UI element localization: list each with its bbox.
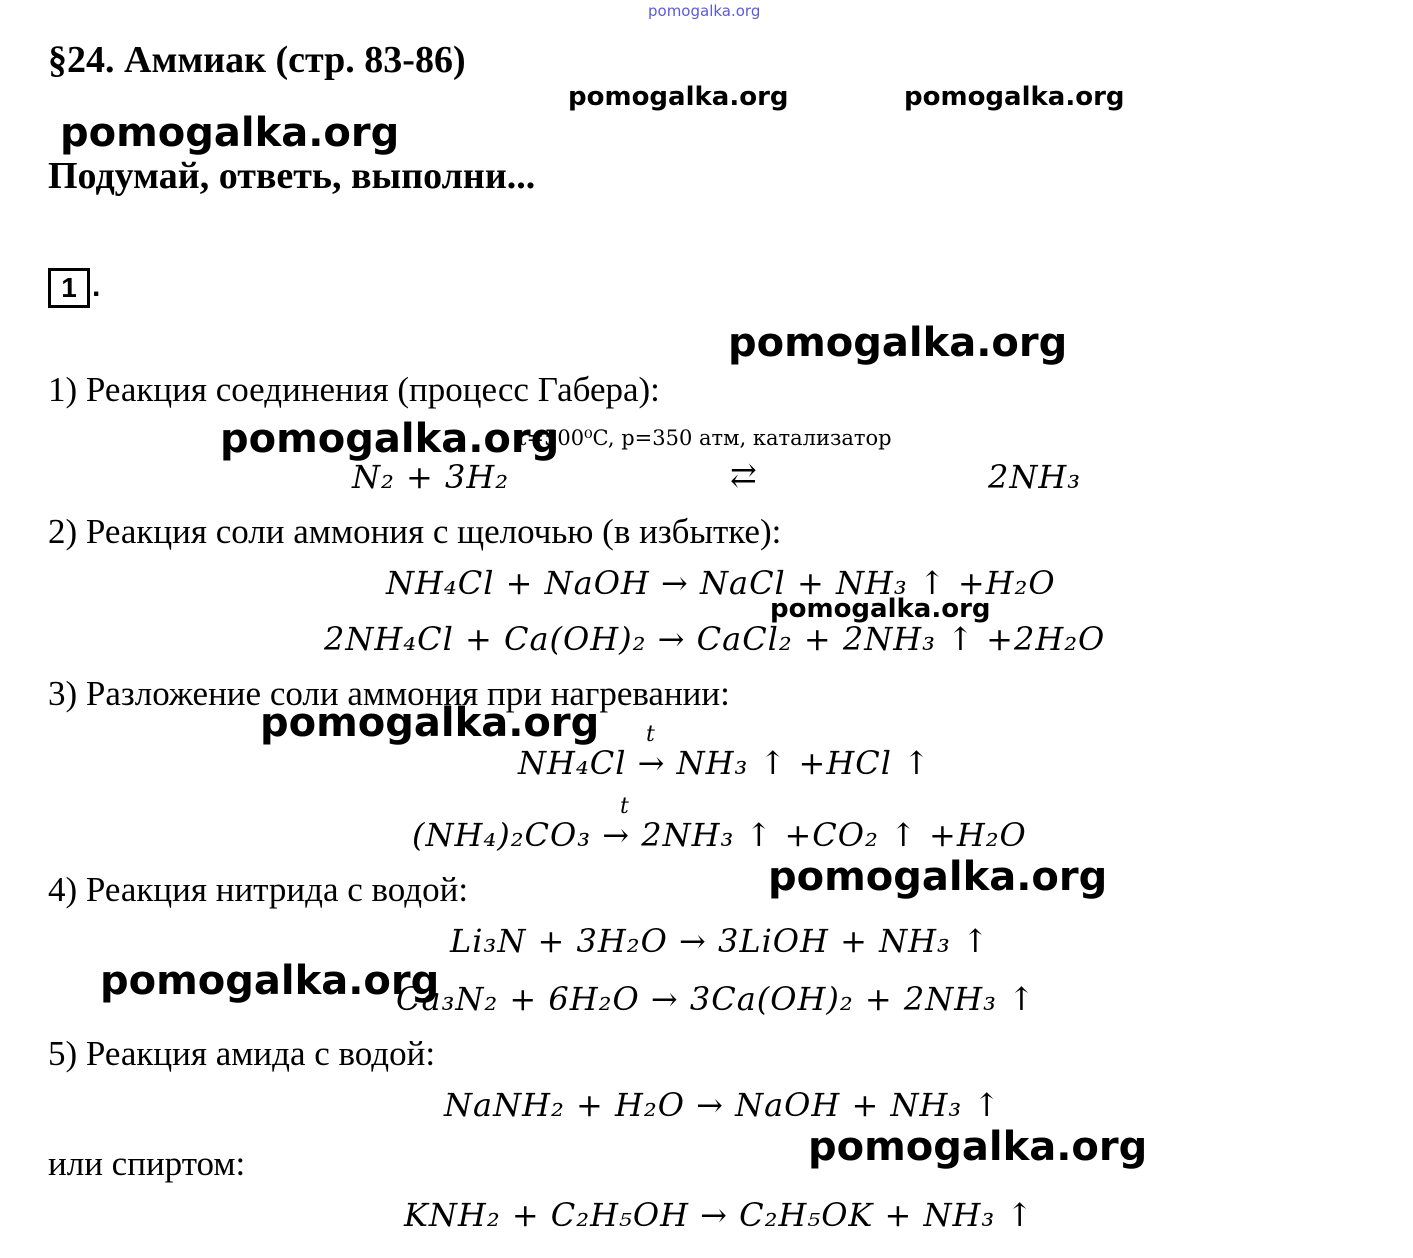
watermark: pomogalka.org <box>770 594 991 624</box>
equation-3b: (NH₄)₂CO₃ → 2NH₃ ↑ +CO₂ ↑ +H₂O <box>412 816 1027 854</box>
haber-arrow: ⇄ <box>730 456 758 494</box>
item-5-text: 5) Реакция амида с водой: <box>48 1034 436 1073</box>
equation-5a: NaNH₂ + H₂O → NaOH + NH₃ ↑ <box>444 1086 1002 1124</box>
equation-4b: Ca₃N₂ + 6H₂O → 3Ca(OH)₂ + 2NH₃ ↑ <box>396 980 1036 1018</box>
task-number-box <box>48 268 90 308</box>
watermark: pomogalka.org <box>568 82 789 112</box>
watermark: pomogalka.org <box>728 320 1068 366</box>
watermark: pomogalka.org <box>808 1124 1148 1170</box>
section-subtitle: Подумай, ответь, выполни... <box>48 155 536 197</box>
task-number: 1 <box>61 272 77 303</box>
equation-2b: 2NH₄Cl + Ca(OH)₂ → CaCl₂ + 2NH₃ ↑ +2H₂O <box>324 620 1106 658</box>
haber-left: N₂ + 3H₂ <box>352 458 510 496</box>
equation-3a: NH₄Cl → NH₃ ↑ +HCl ↑ <box>518 744 931 782</box>
heating-label: t <box>646 722 655 747</box>
equation-4a: Li₃N + 3H₂O → 3LiOH + NH₃ ↑ <box>450 922 990 960</box>
item-3-text: 3) Разложение соли аммония при нагревании: <box>48 674 730 713</box>
watermark: pomogalka.org <box>904 82 1125 112</box>
equation-5b: KNH₂ + C₂H₅OH → C₂H₅OK + NH₃ ↑ <box>404 1196 1035 1234</box>
haber-right: 2NH₃ <box>988 458 1082 496</box>
watermark: pomogalka.org <box>260 700 600 746</box>
watermark: pomogalka.org <box>768 854 1108 900</box>
equation-2a: NH₄Cl + NaOH → NaCl + NH₃ ↑ +H₂O <box>386 564 1056 602</box>
page-title: §24. Аммиак (стр. 83-86) <box>48 39 466 81</box>
task-number-dot: . <box>92 270 101 303</box>
watermark: pomogalka.org <box>100 958 440 1004</box>
item-5-alt-text: или спиртом: <box>48 1144 246 1183</box>
top-watermark: pomogalka.org <box>648 2 761 20</box>
haber-conditions: t=500⁰C, p=350 атм, катализатор <box>518 426 892 450</box>
item-1-text: 1) Реакция соединения (процесс Габера): <box>48 370 660 409</box>
watermark: pomogalka.org <box>60 110 400 156</box>
watermark: pomogalka.org <box>220 416 560 462</box>
item-4-text: 4) Реакция нитрида с водой: <box>48 870 469 909</box>
item-2-text: 2) Реакция соли аммония с щелочью (в избытке): <box>48 512 782 551</box>
heating-label: t <box>620 794 629 819</box>
